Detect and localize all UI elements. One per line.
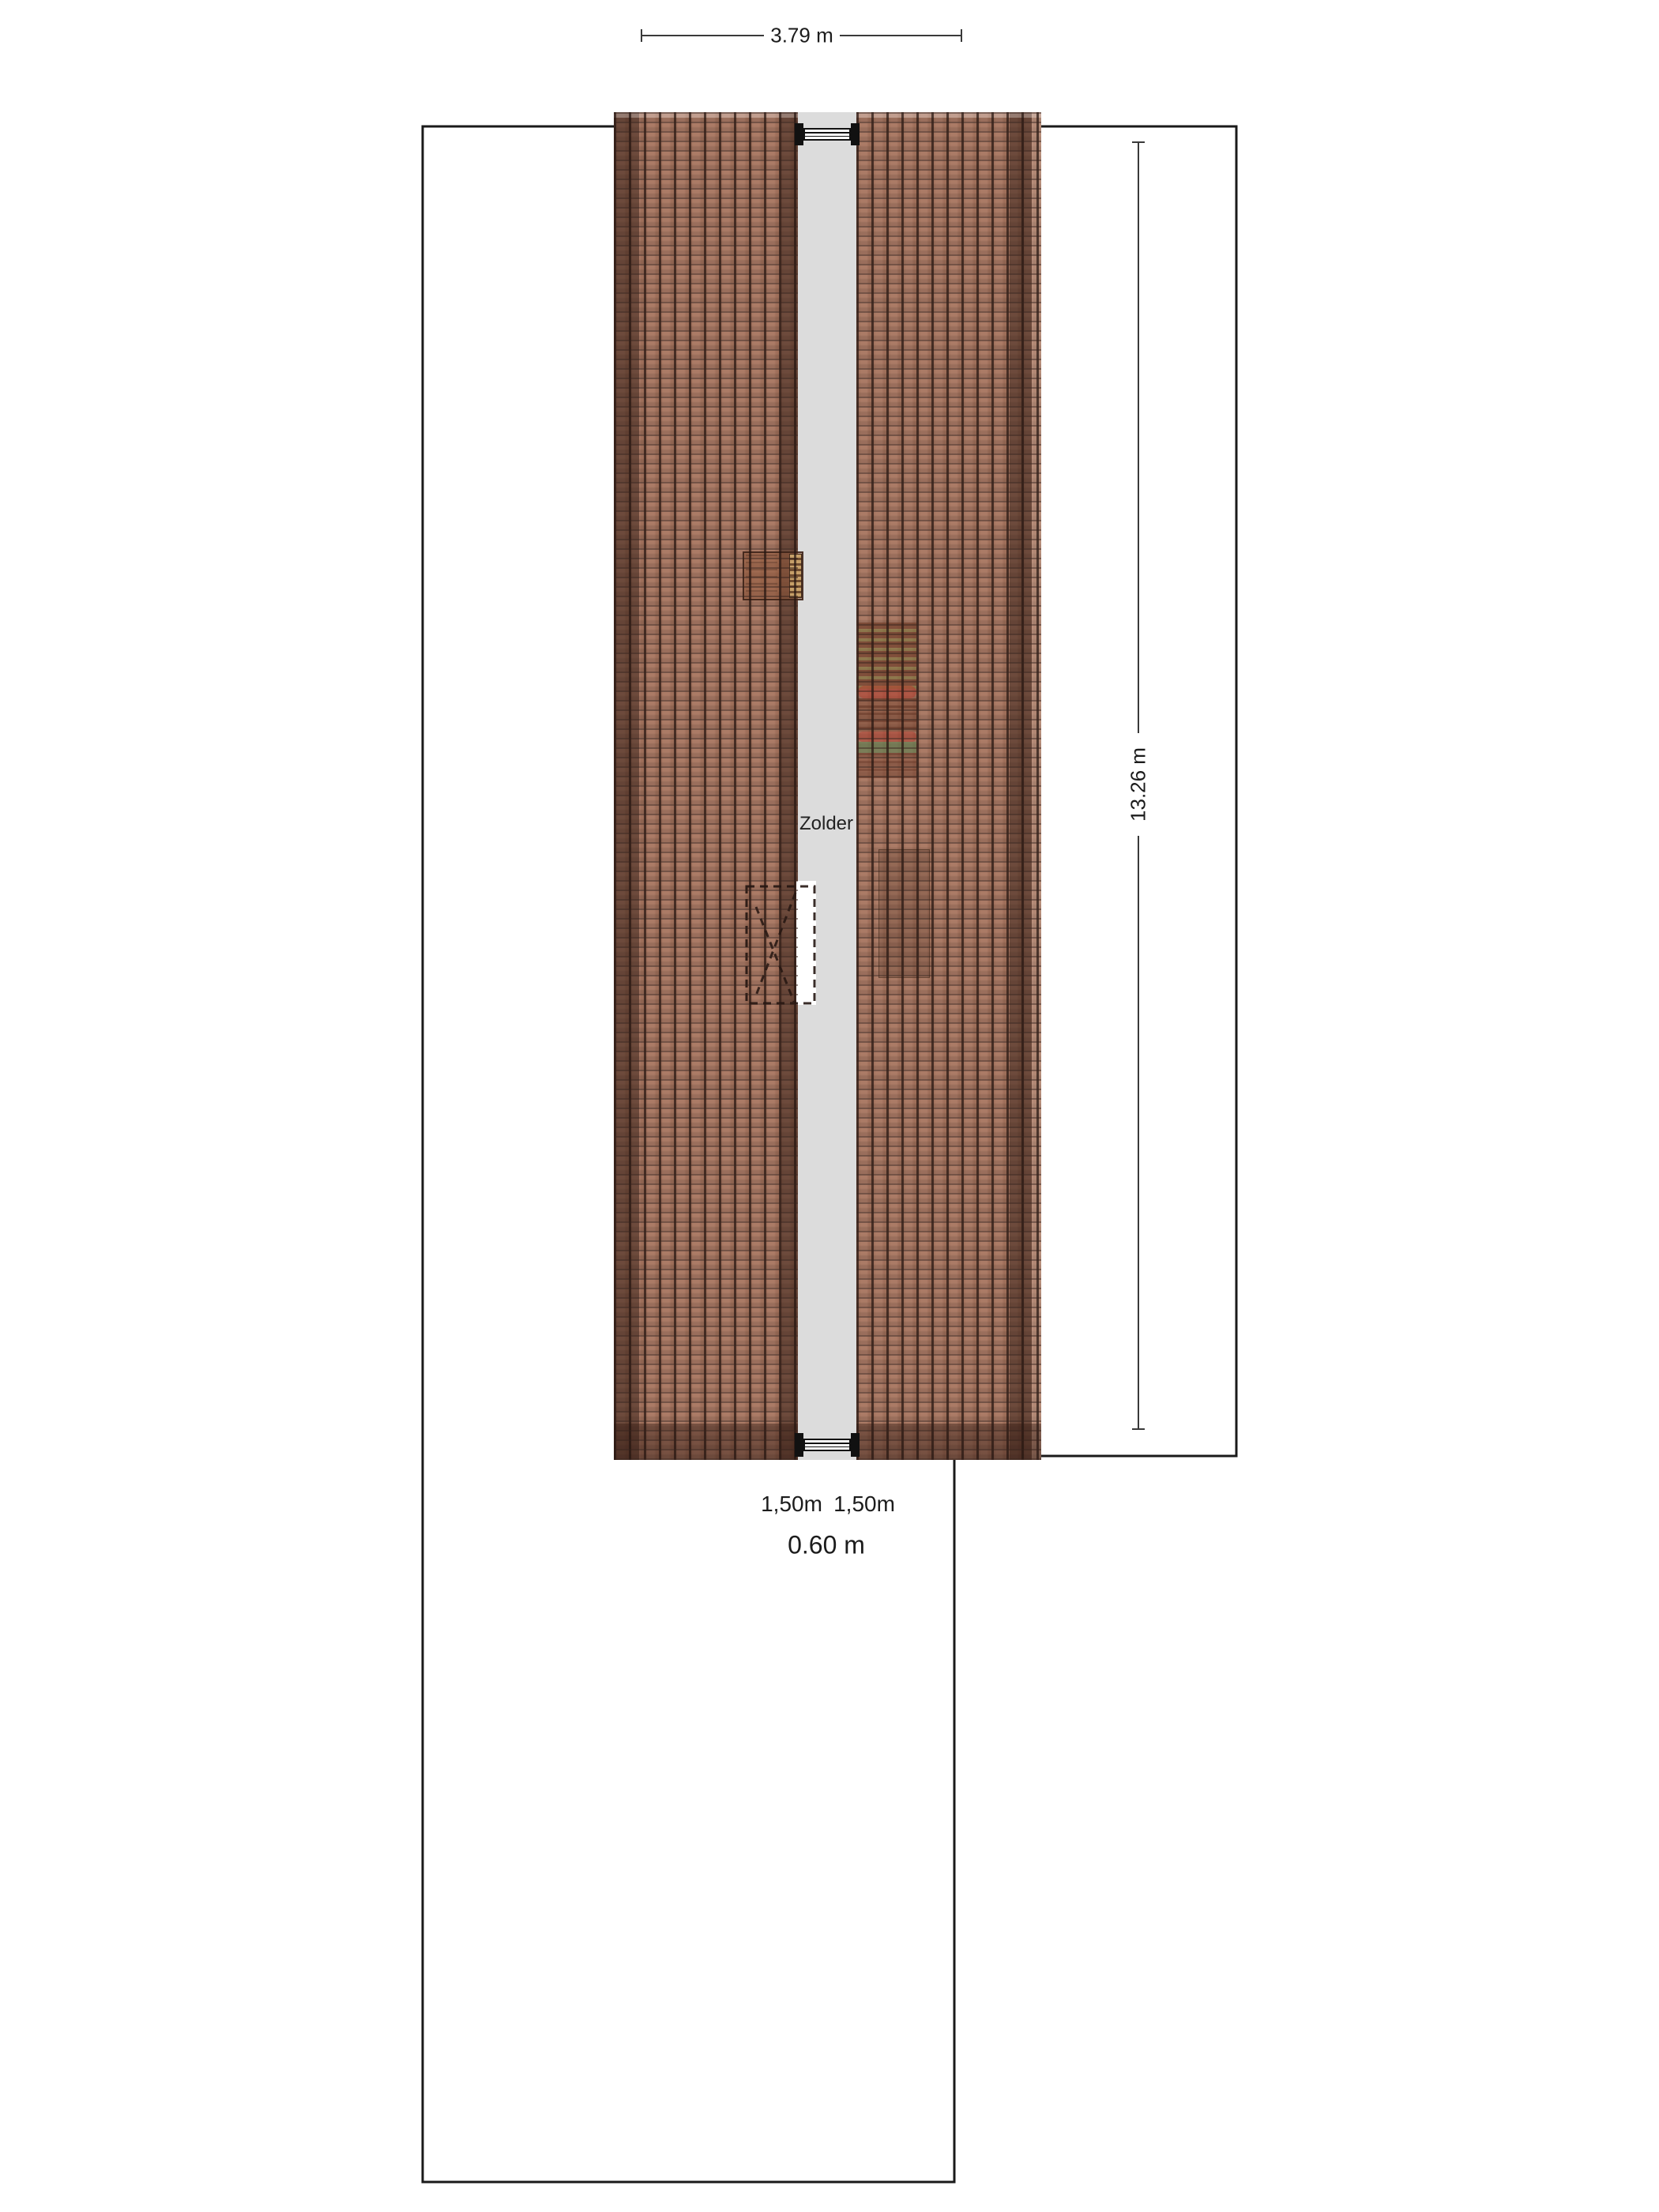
roof-left-tiles (614, 112, 798, 1460)
window-top-right-jamb (851, 123, 860, 145)
window-top-left-jamb (795, 123, 803, 145)
room-label: Zolder (799, 813, 854, 834)
roof-left-edge-band (614, 112, 639, 1460)
staircase-green-landing (858, 742, 916, 753)
roof-right-edge-band (1010, 112, 1032, 1460)
dimension-label-150-left: 1,50m (761, 1492, 822, 1516)
roof-top-highlight-left (614, 112, 798, 118)
window-top-glass (803, 128, 851, 141)
staircase-treads-lower (858, 753, 916, 778)
window-bottom (795, 1433, 860, 1457)
roof-top-highlight-right (856, 112, 1041, 118)
window-bottom-left-jamb (795, 1433, 803, 1457)
staircase-steps (858, 623, 916, 689)
roof-right-edge-highlight (1032, 112, 1041, 1460)
window-top (795, 123, 860, 145)
stair-opening-backing (796, 881, 816, 1005)
staircase (858, 623, 916, 778)
roof-inner-edge-band (781, 112, 798, 1460)
furniture-outline (878, 849, 930, 978)
staircase-red-rail (858, 686, 916, 698)
window-bottom-right-jamb (851, 1433, 860, 1457)
dimension-label-150-right: 1,50m (833, 1492, 895, 1516)
roof-window (743, 551, 803, 600)
roof-window-frame (789, 554, 802, 598)
window-bottom-glass (803, 1439, 851, 1451)
dimension-label-top: 3.79 m (770, 23, 833, 47)
roof-window-slats (746, 555, 777, 596)
dimension-label-right: 13.26 m (1126, 747, 1150, 822)
roof-bottom-band-left (614, 1424, 798, 1460)
roof-bottom-band-right (856, 1424, 1041, 1460)
staircase-red-rail-2 (858, 732, 916, 742)
roof (614, 112, 1041, 1460)
staircase-treads-upper (858, 698, 916, 732)
dimension-label-060: 0.60 m (788, 1530, 865, 1559)
attic-floor-strip (798, 112, 856, 1460)
